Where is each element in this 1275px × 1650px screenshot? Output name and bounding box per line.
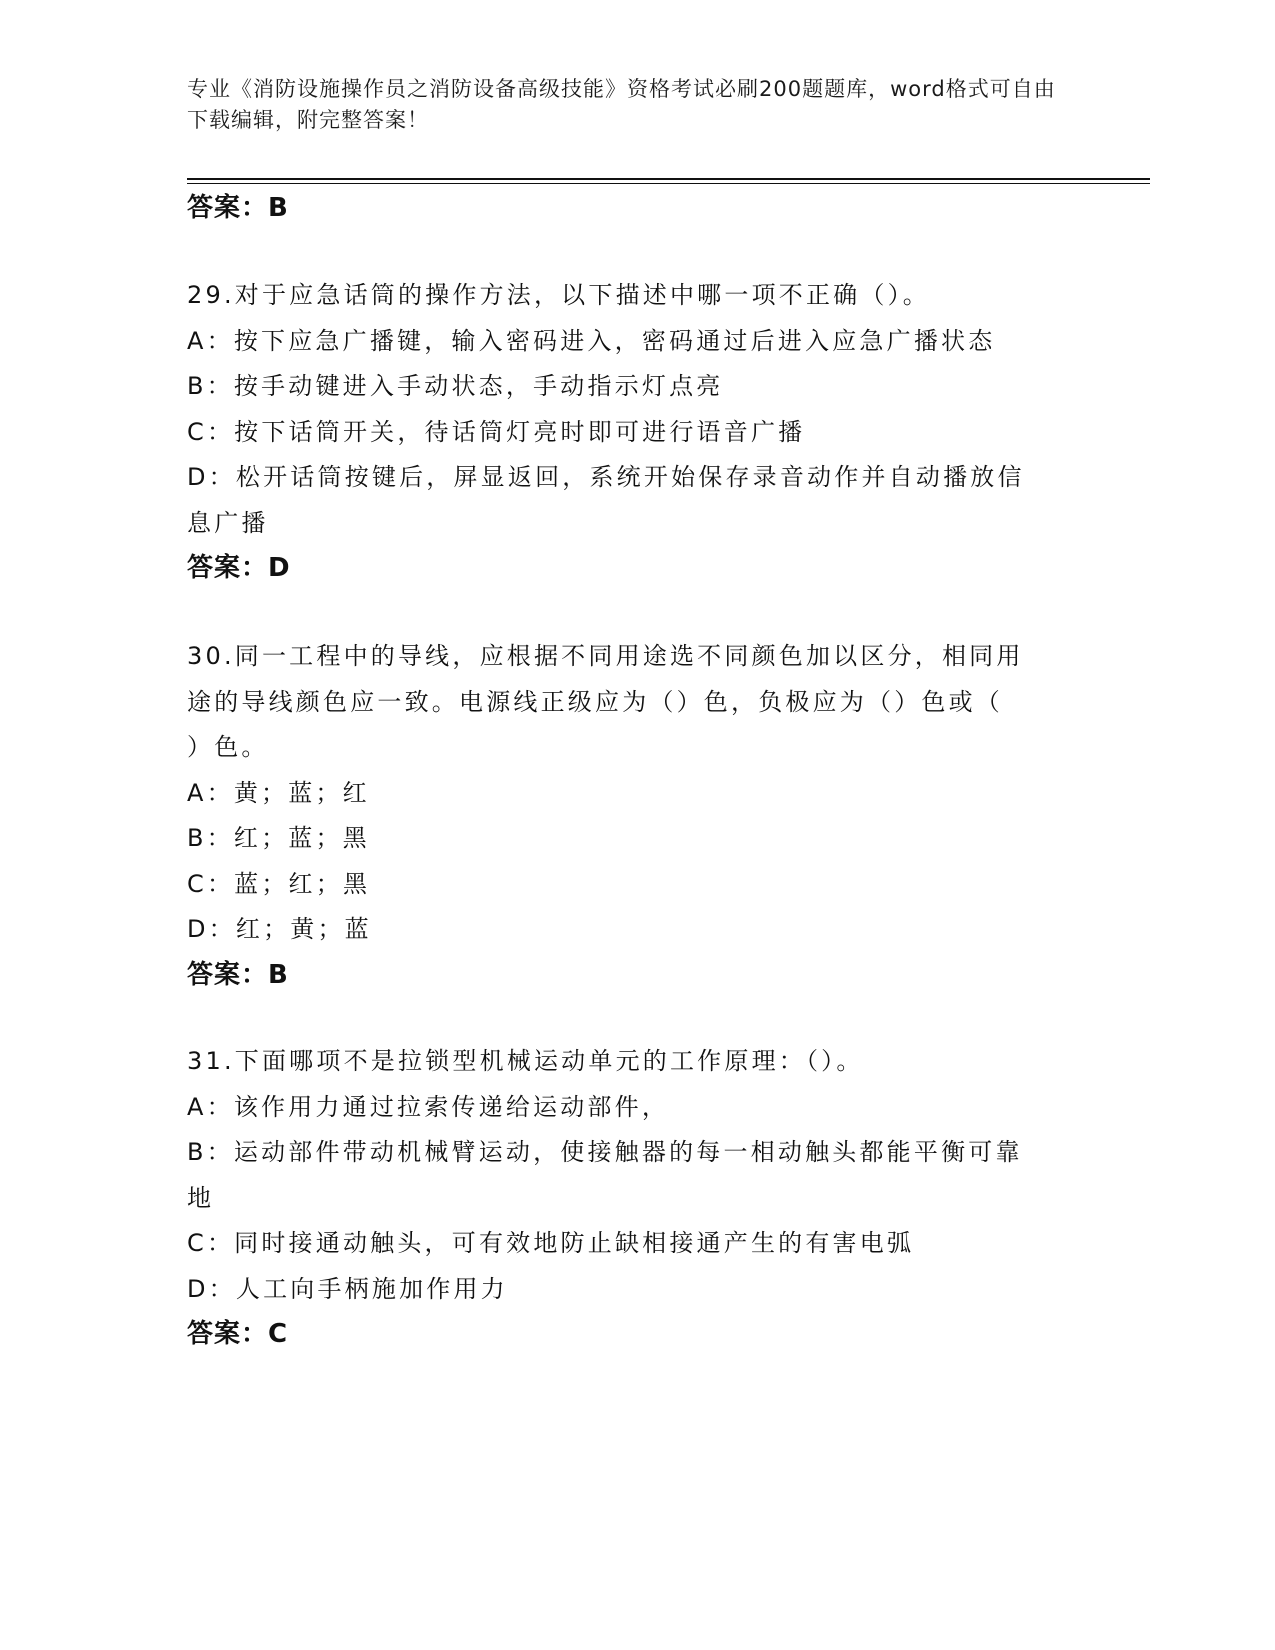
option-d: D：红；黄；蓝 xyxy=(187,915,372,943)
question-stem-continued: 途的导线颜色应一致。电源线正级应为（）色，负极应为（）色或（ xyxy=(187,687,1003,716)
answer-31: 答案：C xyxy=(187,1319,289,1349)
document-header: 专业《消防设施操作员之消防设备高级技能》资格考试必刷200题题库，word格式可自由下载编辑，附完整答案！ xyxy=(187,77,1056,132)
option-a: A：该作用力通过拉索传递给运动部件， xyxy=(187,1092,670,1121)
option-d: D：人工向手柄施加作用力 xyxy=(187,1274,508,1303)
option-d: D：松开话筒按键后，屏显返回，系统开始保存录音动作并自动播放信 xyxy=(187,463,1025,491)
question-31 xyxy=(187,1039,1077,1312)
option-c: C：同时接通动触头，可有效地防止缺相接通产生的有害电弧 xyxy=(187,1229,915,1257)
question-29 xyxy=(187,273,1077,546)
option-c: C：蓝；红；黑 xyxy=(187,869,371,898)
header-divider-thick xyxy=(187,178,1150,180)
option-a: A：按下应急广播键，输入密码进入，密码通过后进入应急广播状态 xyxy=(187,326,996,355)
answer-28: 答案：B xyxy=(187,193,289,223)
answer-30: 答案：B xyxy=(187,960,289,990)
question-stem: 29.对于应急话筒的操作方法，以下描述中哪一项不正确（）。 xyxy=(187,281,930,309)
question-30 xyxy=(187,634,1077,953)
answer-29: 答案：D xyxy=(187,553,291,583)
option-b: B：运动部件带动机械臂运动，使接触器的每一相动触头都能平衡可靠 xyxy=(187,1138,1023,1166)
option-a: A：黄；蓝；红 xyxy=(187,778,370,807)
option-b: B：按手动键进入手动状态，手动指示灯点亮 xyxy=(187,372,724,400)
option-d-continued: 息广播 xyxy=(187,508,269,537)
option-b-continued: 地 xyxy=(187,1183,215,1212)
question-stem: 30.同一工程中的导线，应根据不同用途选不同颜色加以区分，相同用 xyxy=(187,642,1024,670)
question-stem: 31.下面哪项不是拉锁型机械运动单元的工作原理：（）。 xyxy=(187,1047,864,1075)
option-c: C：按下话筒开关，待话筒灯亮时即可进行语音广播 xyxy=(187,417,806,446)
header-divider-thin xyxy=(187,183,1150,184)
option-b: B：红；蓝；黑 xyxy=(187,824,370,852)
question-stem-continued: ）色。 xyxy=(187,733,269,761)
